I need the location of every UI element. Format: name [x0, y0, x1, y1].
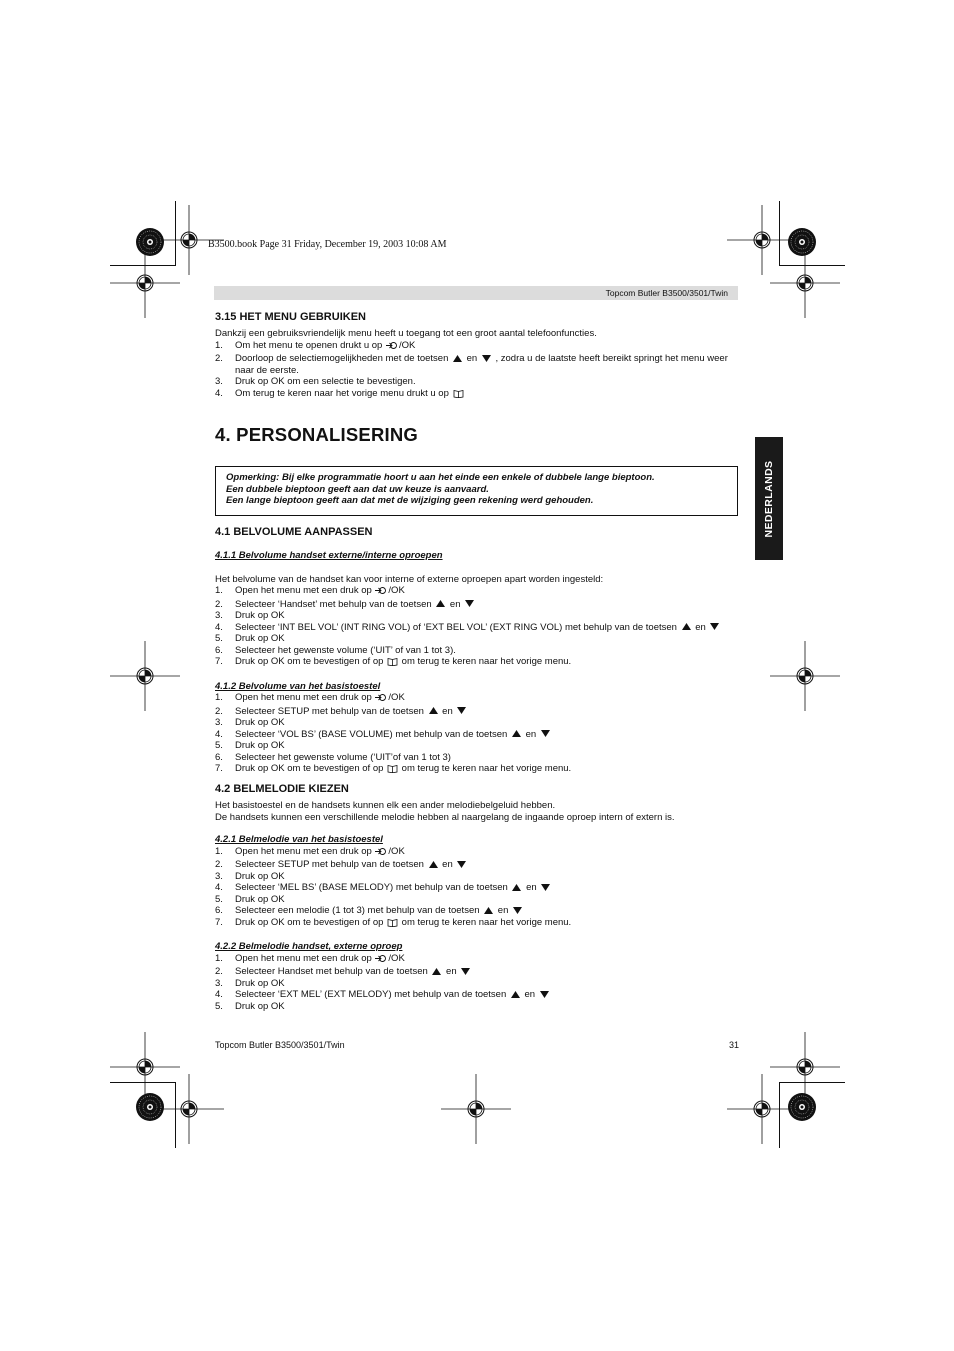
down-arrow-icon	[465, 600, 474, 607]
down-arrow-icon	[482, 355, 491, 362]
list-item: 6. Selecteer het gewenste volume (‘UIT’of van 1 tot 3)	[215, 751, 451, 763]
list-item: 6. Selecteer het gewenste volume (‘UIT’ of van 1 tot 3).	[215, 644, 456, 656]
steps-list	[215, 846, 737, 931]
list-item: 7. Druk op OK om te bevestigen of op om terug te keren naar het vorige menu.	[215, 656, 737, 670]
menu-key-icon	[375, 847, 387, 860]
book-icon	[453, 389, 464, 402]
subsection-title: 4.2.1 Belmelodie van het basistoestel	[215, 834, 383, 845]
list-item: 2. Doorloop de selectiemogelijkheden met de toetsen en , zodra u de laatste heeft bereikt springt het menu weer naar de eerste.	[215, 353, 728, 376]
running-header	[214, 286, 738, 300]
book-icon	[387, 657, 398, 670]
down-arrow-icon	[541, 884, 550, 891]
up-arrow-icon	[429, 707, 438, 714]
list-item: 6. Selecteer een melodie (1 tot 3) met behulp van de toetsen en	[215, 905, 737, 917]
up-arrow-icon	[432, 968, 441, 975]
list-item: 3. Druk op OK	[215, 870, 285, 882]
down-arrow-icon	[457, 861, 466, 868]
section-title: 4.1 BELVOLUME AANPASSEN	[215, 526, 373, 538]
list-item: 2. Selecteer SETUP met behulp van de toetsen en	[215, 706, 737, 718]
up-arrow-icon	[453, 355, 462, 362]
chapter-title: 4. PERSONALISERING	[215, 424, 419, 445]
list-item: 4. Selecteer ‘INT BEL VOL’ (INT RING VOL) of ‘EXT BEL VOL’ (EXT RING VOL) met behulp van de toetsen en	[215, 622, 737, 634]
subsection-title: 4.1.2 Belvolume van het basistoestel	[215, 680, 381, 692]
subsection-title: 4.2.2 Belmelodie handset, externe oproep	[215, 941, 403, 952]
menu-key-icon	[375, 586, 387, 599]
subsection-title: 4.1.1 Belvolume handset externe/interne oproepen	[215, 550, 443, 561]
section-title: 4.2 BELMELODIE KIEZEN	[215, 783, 349, 795]
steps-list	[215, 340, 737, 402]
section-3-15	[215, 311, 737, 401]
list-item: 5. Druk op OK	[215, 893, 285, 905]
intro-text: Het belvolume van de handset kan voor interne of externe oproepen apart worden ingesteld:	[215, 573, 604, 585]
note-box	[215, 466, 738, 516]
steps-list	[215, 585, 737, 670]
list-item: 5. Druk op OK	[215, 740, 285, 751]
language-tab	[755, 437, 783, 560]
print-info: B3500.book Page 31 Friday, December 19, 2003 10:08 AM	[208, 239, 447, 250]
menu-key-icon	[375, 954, 387, 967]
menu-key-icon	[386, 341, 398, 354]
list-item: 2. Selecteer ‘Handset’ met behulp van de toetsen en	[215, 599, 737, 611]
down-arrow-icon	[541, 730, 550, 737]
list-item: 7. Druk op OK om te bevestigen of op om terug te keren naar het vorige menu.	[215, 917, 737, 931]
language-tab-label: NEDERLANDS	[763, 460, 775, 537]
list-item: 3. Druk op OK	[215, 717, 285, 728]
up-arrow-icon	[682, 623, 691, 630]
note-line: Een lange bieptoon geeft aan dat met de wijziging geen rekening werd gehouden.	[226, 495, 594, 506]
list-item: 4. Selecteer ‘EXT MEL’ (EXT MELODY) met behulp van de toetsen en	[215, 989, 737, 1001]
list-item: 4. Selecteer ‘VOL BS’ (BASE VOLUME) met behulp van de toetsen en	[215, 729, 737, 741]
list-item: 4. Selecteer ‘MEL BS’ (BASE MELODY) met behulp van de toetsen en	[215, 882, 737, 894]
down-arrow-icon	[457, 707, 466, 714]
down-arrow-icon	[513, 907, 522, 914]
intro-text: Dankzij een gebruiksvriendelijk menu heeft u toegang tot een groot aantal telefoonfuncties.	[215, 328, 597, 339]
up-arrow-icon	[512, 730, 521, 737]
down-arrow-icon	[540, 991, 549, 998]
list-item: 5. Druk op OK	[215, 633, 285, 644]
down-arrow-icon	[710, 623, 719, 630]
list-item: 1. Open het menu met een druk op /OK	[215, 585, 737, 599]
up-arrow-icon	[484, 907, 493, 914]
page-number: 31	[729, 1040, 740, 1050]
list-item: 7. Druk op OK om te bevestigen of op om terug te keren naar het vorige menu.	[215, 763, 737, 777]
steps-list	[215, 692, 737, 777]
section-title: 3.15 HET MENU GEBRUIKEN	[215, 311, 366, 323]
intro-text: De handsets kunnen een verschillende melodie hebben al naargelang de ingaande oproep intern of extern is.	[215, 811, 675, 823]
note-line: Een dubbele bieptoon geeft aan dat uw keuze is aanvaard.	[226, 483, 489, 495]
steps-list	[215, 953, 737, 1013]
list-item: 3. Druk op OK om een selectie te bevestigen.	[215, 376, 416, 387]
list-item: 1. Om het menu te openen drukt u op /OK	[215, 340, 737, 354]
book-icon	[387, 918, 398, 931]
up-arrow-icon	[429, 861, 438, 868]
list-item: 3. Druk op OK	[215, 977, 285, 989]
menu-key-icon	[375, 693, 387, 706]
list-item: 4. Om terug te keren naar het vorige menu drukt u op	[215, 388, 737, 402]
list-item: 3. Druk op OK	[215, 610, 285, 621]
down-arrow-icon	[461, 968, 470, 975]
list-item: 1. Open het menu met een druk op /OK	[215, 692, 737, 706]
section-4-2	[215, 783, 737, 1012]
up-arrow-icon	[511, 991, 520, 998]
book-icon	[387, 764, 398, 777]
up-arrow-icon	[436, 600, 445, 607]
footer-product: Topcom Butler B3500/3501/Twin	[215, 1040, 345, 1050]
list-item: 2. Selecteer Handset met behulp van de toetsen en	[215, 966, 737, 978]
list-item: 1. Open het menu met een druk op /OK	[215, 953, 737, 967]
list-item: 2. Selecteer SETUP met behulp van de toetsen en	[215, 859, 737, 871]
header-product: Topcom Butler B3500/3501/Twin	[605, 288, 728, 298]
up-arrow-icon	[512, 884, 521, 891]
intro-text: Het basistoestel en de handsets kunnen elk een ander melodiebelgeluid hebben.	[215, 800, 556, 811]
list-item: 1. Open het menu met een druk op /OK	[215, 846, 737, 860]
note-line: Opmerking: Bij elke programmatie hoort u aan het einde een enkele of dubbele lange bieptoon.	[226, 472, 655, 483]
list-item: 5. Druk op OK	[215, 1000, 285, 1012]
section-4-1	[215, 526, 737, 777]
